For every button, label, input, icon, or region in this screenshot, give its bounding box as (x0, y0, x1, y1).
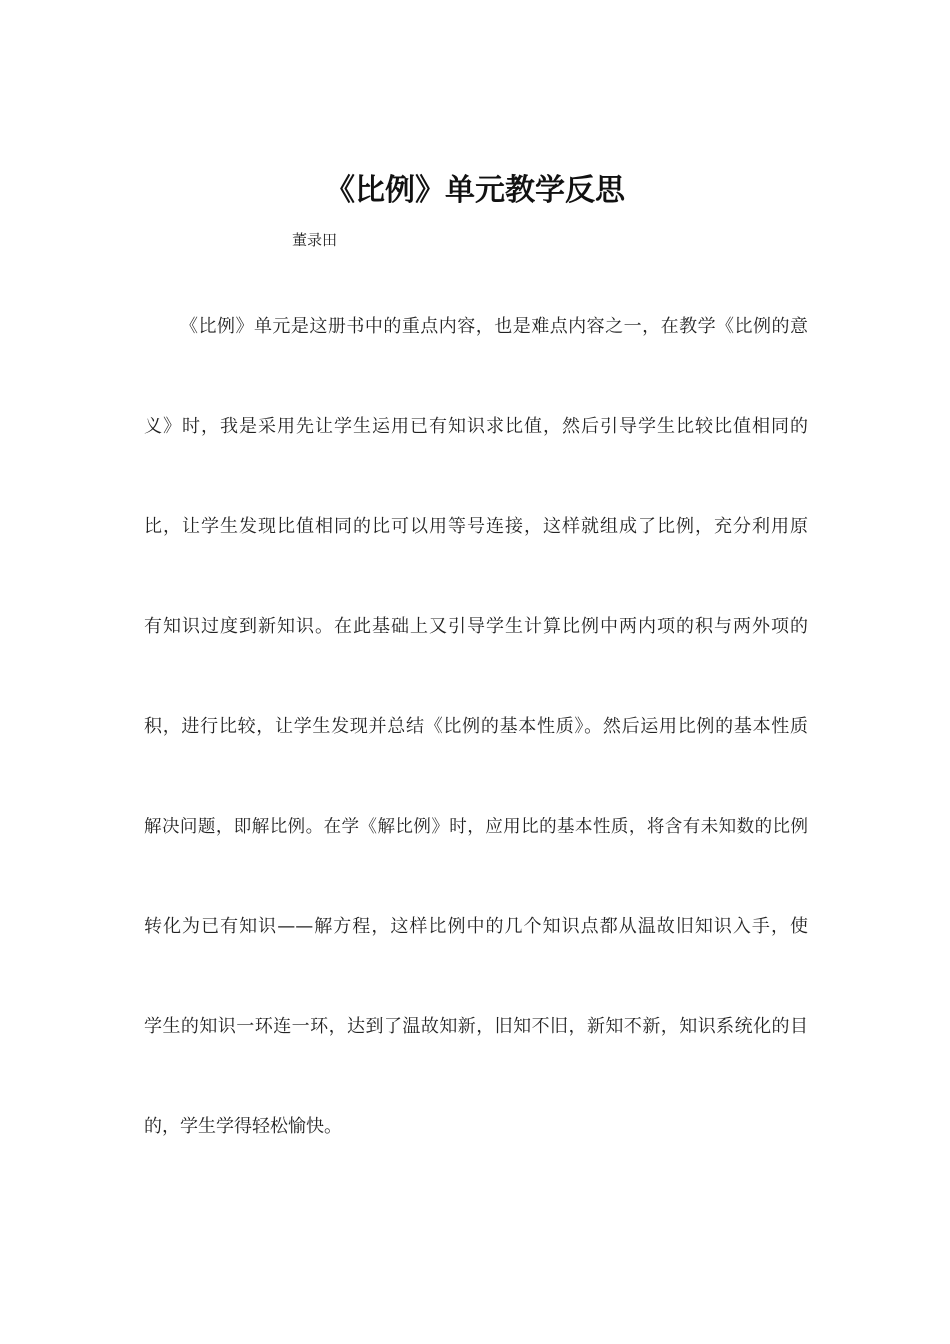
paragraph-line: 义》时，我是采用先让学生运用已有知识求比值，然后引导学生比较比值相同的 (144, 416, 808, 437)
paragraph-line: 解决问题，即解比例。在学《解比例》时，应用比的基本性质，将含有未知数的比例 (144, 817, 808, 837)
document-author: 董录田 (292, 231, 338, 249)
paragraph-line: 有知识过度到新知识。在此基础上又引导学生计算比例中两内项的积与两外项的 (144, 616, 808, 637)
paragraph-line: 《比例》单元是这册书中的重点内容，也是难点内容之一，在教学《比例的意 (180, 316, 808, 337)
paragraph-line: 积，进行比较，让学生发现并总结《比例的基本性质》。然后运用比例的基本性质 (144, 716, 808, 737)
body-paragraph (144, 310, 808, 1210)
paragraph-line: 比，让学生发现比值相同的比可以用等号连接，这样就组成了比例，充分利用原 (144, 516, 808, 537)
paragraph-line: 学生的知识一环连一环，达到了温故知新，旧知不旧，新知不新，知识系统化的目 (144, 1016, 808, 1037)
paragraph-line: 的，学生学得轻松愉快。 (144, 1116, 342, 1137)
paragraph-line: 转化为已有知识——解方程，这样比例中的几个知识点都从温故旧知识入手，使 (144, 916, 808, 937)
document-title: 《比例》单元教学反思 (325, 173, 625, 208)
